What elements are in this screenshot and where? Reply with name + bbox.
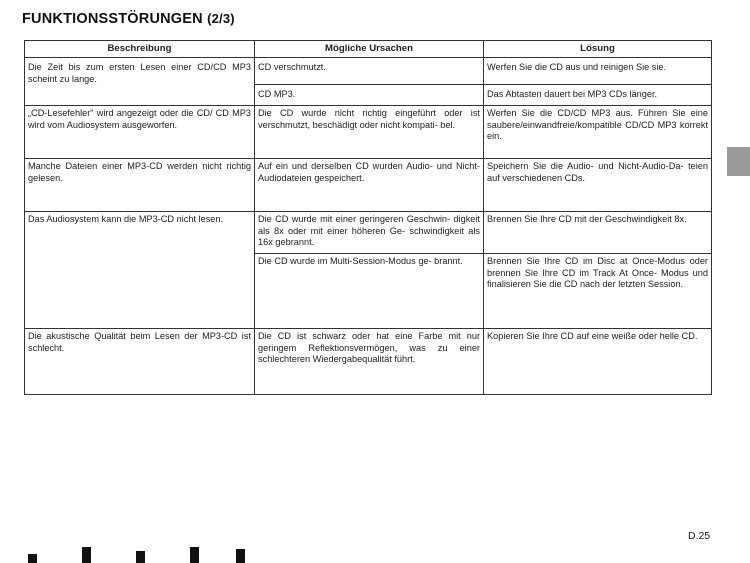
cell-ursache: CD MP3. [255,85,484,106]
table-row [25,212,712,254]
crop-mark [82,547,91,563]
cell-ursache: Die CD ist schwarz oder hat eine Farbe mit nur geringem Reflektionsvermögen, was zu einer schlechteren Wiedergabequalität führt. [255,329,484,395]
crop-mark [28,554,37,563]
table-row [25,106,712,159]
cell-beschreibung: „CD-Lesefehler" wird angezeigt oder die CD/ CD MP3 wird vom Audiosystem ausgeworfen. [25,106,255,159]
cell-loesung: Brennen Sie Ihre CD mit der Geschwindigkeit 8x. [484,212,712,254]
title-text: FUNKTIONSSTÖRUNGEN [22,11,203,27]
cell-ursache: Die CD wurde nicht richtig eingeführt oder ist verschmutzt, beschädigt oder nicht kompati- bel. [255,106,484,159]
section-tab-marker [727,147,750,176]
cell-beschreibung: Die akustische Qualität beim Lesen der MP3-CD ist schlecht. [25,329,255,395]
cell-loesung: Brennen Sie Ihre CD im Disc at Once-Modus oder brennen Sie Ihre CD im Track At Once- Modus und finalisieren Sie die CD nach der letzten Session. [484,254,712,329]
table-header-row [25,41,712,58]
table-row [25,329,712,395]
crop-mark [236,549,245,563]
title-page-of: (2/3) [207,11,235,26]
header-ursachen: Mögliche Ursachen [255,41,484,58]
cell-loesung: Kopieren Sie Ihre CD auf eine weiße oder helle CD. [484,329,712,395]
crop-mark [190,547,199,563]
page-title [22,11,235,27]
table-row [25,159,712,212]
cell-ursache: Die CD wurde mit einer geringeren Geschwin- digkeit als 8x oder mit einer höheren Ge- schwindigkeit als 16x gebrannt. [255,212,484,254]
cell-ursache: Auf ein und derselben CD wurden Audio- und Nicht-Audiodateien gespeichert. [255,159,484,212]
cell-loesung: Das Abtasten dauert bei MP3 CDs länger. [484,85,712,106]
header-beschreibung: Beschreibung [25,41,255,58]
header-loesung: Lösung [484,41,712,58]
table-row [25,58,712,85]
cell-beschreibung: Das Audiosystem kann die MP3-CD nicht lesen. [25,212,255,329]
cell-beschreibung: Die Zeit bis zum ersten Lesen einer CD/CD MP3 scheint zu lange. [25,58,255,106]
cell-ursache: CD verschmutzt. [255,58,484,85]
crop-mark [136,551,145,563]
cell-loesung: Werfen Sie die CD/CD MP3 aus. Führen Sie eine saubere/einwandfreie/kompatible CD/CD MP3 korrekt ein. [484,106,712,159]
cell-loesung: Werfen Sie die CD aus und reinigen Sie sie. [484,58,712,85]
cell-beschreibung: Manche Dateien einer MP3-CD werden nicht richtig gelesen. [25,159,255,212]
cell-loesung: Speichern Sie die Audio- und Nicht-Audio-Da- teien auf verschiedenen CDs. [484,159,712,212]
cell-ursache: Die CD wurde im Multi-Session-Modus ge- brannt. [255,254,484,329]
crop-marks [0,545,300,563]
troubleshooting-table [24,40,712,395]
page-number: D.25 [688,530,711,542]
